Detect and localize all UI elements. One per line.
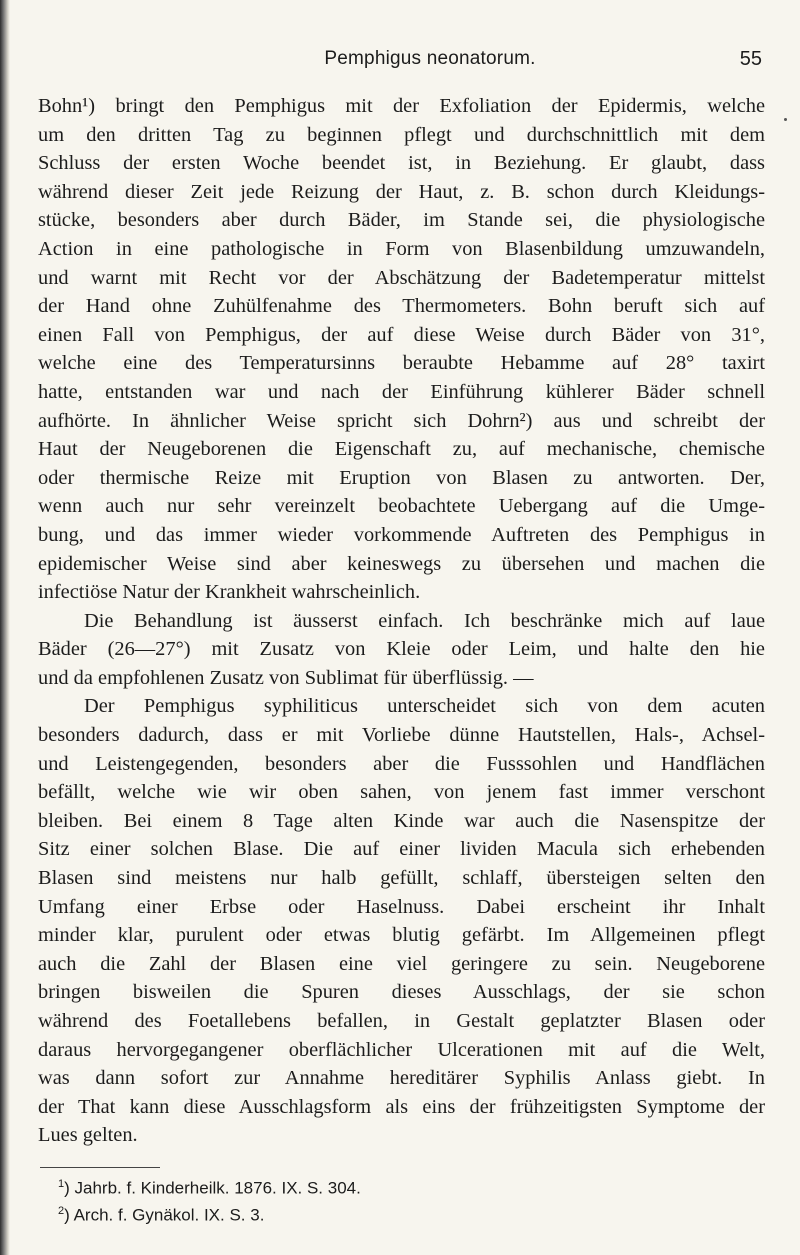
footnote-2 — [58, 1200, 361, 1227]
text-line: der Hand ohne Zuhülfenahme des Thermometers. Bohn beruft sich auf — [38, 295, 765, 318]
text-line: besonders dadurch, dass er mit Vorliebe dünne Hautstellen, Hals-, Achsel- — [38, 724, 765, 747]
text-line: Blasen sind meistens nur halb gefüllt, schlaff, übersteigen selten den — [38, 867, 765, 890]
text-line: während des Foetallebens befallen, in Gestalt geplatzter Blasen oder — [38, 1010, 765, 1032]
footnote-divider — [40, 1167, 160, 1168]
text-line: daraus hervorgegangener oberflächlicher Ulcerationen mit auf die Welt, — [38, 1038, 765, 1061]
text-line: Bäder (26—27°) mit Zusatz von Kleie oder Leim, und halte den hie — [38, 638, 765, 661]
running-title: Pemphigus neonatorum. — [324, 48, 536, 69]
text-line: Schluss der ersten Woche beendet ist, in Beziehung. Er glaubt, dass — [38, 152, 765, 175]
text-line: Action in eine pathologische in Form von Blasenbildung umzuwandeln, — [38, 237, 765, 260]
text-line: welche eine des Temperatursinns beraubte Hebamme auf 28° taxirt — [38, 352, 765, 375]
footnote-mark: 2 — [58, 1204, 65, 1217]
text-line: Sitz einer solchen Blase. Die auf einer lividen Macula sich erhebenden — [38, 838, 765, 861]
text-line: auch die Zahl der Blasen eine viel geringere zu sein. Neugeborene — [38, 952, 765, 975]
text-line: stücke, besonders aber durch Bäder, im Stande sei, die physiologische — [38, 209, 765, 232]
text-line: und warnt mit Recht vor der Abschätzung der Badetemperatur mittelst — [38, 266, 765, 289]
text-line: der That kann diese Ausschlagsform als eins der frühzeitigsten Symptome der — [38, 1095, 765, 1118]
text-line: befällt, welche wie wir oben sahen, von jenem fast immer verschont — [38, 781, 765, 804]
text-line: Haut der Neugeborenen die Eigenschaft zu, auf mechanische, chemische — [38, 438, 765, 461]
text-line: oder thermische Reize mit Eruption von Blasen zu antworten. Der, — [38, 466, 765, 489]
footnote-text: ) Jahrb. f. Kinderheilk. 1876. IX. S. 304. — [64, 1178, 361, 1198]
body-text — [38, 92, 765, 1150]
text-line: einen Fall von Pemphigus, der auf diese Weise durch Bäder von 31°, — [38, 323, 765, 346]
text-line: während dieser Zeit jede Reizung der Haut, z. B. schon durch Kleidungs- — [38, 180, 765, 203]
text-line: Umfang einer Erbse oder Haselnuss. Dabei erscheint ihr Inhalt — [38, 895, 765, 918]
footnote-text: ) Arch. f. Gynäkol. IX. S. 3. — [64, 1205, 265, 1225]
text-line: und Leistengegenden, besonders aber die Fusssohlen und Handflächen — [38, 752, 765, 775]
text-line: um den dritten Tag zu beginnen pflegt und durchschnittlich mit dem — [38, 123, 765, 146]
text-line: hatte, entstanden war und nach der Einführung kühlerer Bäder schnell — [38, 380, 765, 403]
text-line: Bohn¹) bringt den Pemphigus mit der Exfoliation der Epidermis, welche — [38, 95, 765, 117]
text-line: bung, und das immer wieder vorkommende Auftreten des Pemphigus in — [38, 523, 765, 546]
text-line: infectiöse Natur der Krankheit wahrscheinlich. — [38, 581, 421, 604]
text-line: wenn auch nur sehr vereinzelt beobachtete Uebergang auf die Umge- — [38, 495, 765, 518]
text-line: minder klar, purulent oder etwas blutig gefärbt. Im Allgemeinen pflegt — [38, 924, 765, 947]
page-header — [98, 48, 762, 78]
text-line: bleiben. Bei einem 8 Tage alten Kinde war auch die Nasenspitze der — [38, 809, 765, 832]
text-line: Der Pemphigus syphiliticus unterscheidet sich von dem acuten — [84, 695, 765, 718]
text-line: und da empfohlenen Zusatz von Sublimat für überflüssig. — — [38, 666, 534, 689]
text-line: aufhörte. In ähnlicher Weise spricht sich Dohrn²) aus und schreibt der — [38, 409, 765, 432]
text-line: epidemischer Weise sind aber keineswegs zu übersehen und machen die — [38, 552, 765, 575]
page-number: 55 — [739, 48, 762, 70]
text-line: was dann sofort zur Annahme hereditärer Syphilis Anlass giebt. In — [38, 1067, 765, 1090]
footnotes — [58, 1173, 361, 1226]
text-line: Lues gelten. — [38, 1124, 138, 1147]
book-spine-shadow — [0, 0, 10, 1255]
footnote-1 — [58, 1173, 361, 1200]
text-line: bringen bisweilen die Spuren dieses Ausschlags, der sie schon — [38, 981, 765, 1004]
margin-dot — [784, 118, 787, 121]
footnote-mark: 1 — [58, 1178, 65, 1190]
text-line: Die Behandlung ist äusserst einfach. Ich beschränke mich auf laue — [84, 609, 765, 632]
